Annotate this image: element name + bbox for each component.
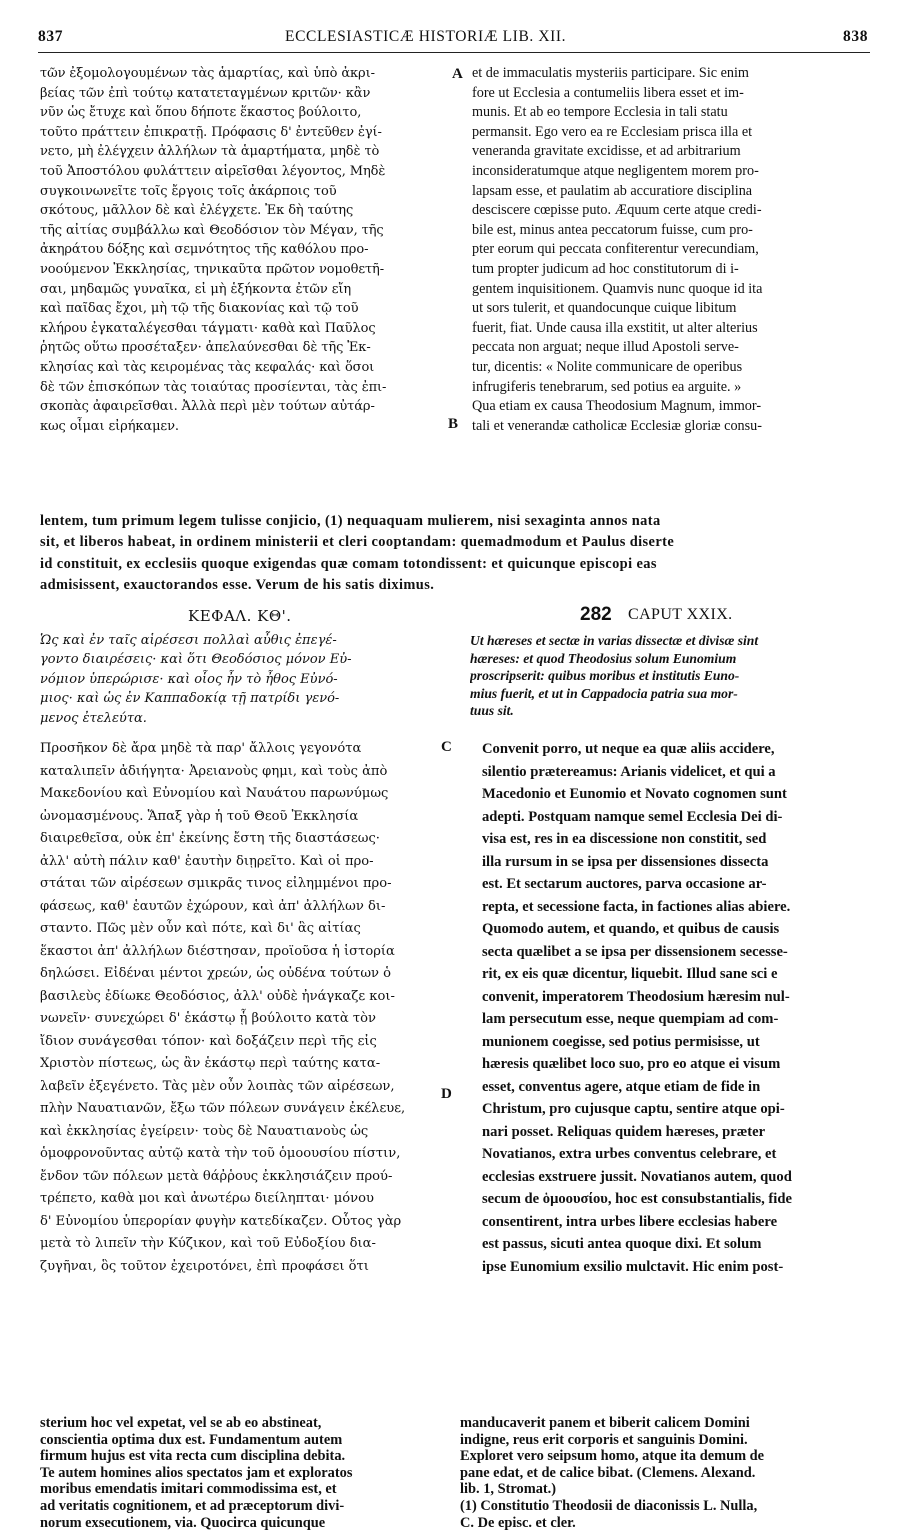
margin-marker-a: A <box>452 66 463 82</box>
margin-marker-d: D <box>441 1086 452 1102</box>
greek-text-line: τοῦ Ἀποστόλου φυλάττειν αἱρεῖσθαι λέγοντος, Μηδὲ <box>40 163 386 179</box>
greek-text-line: σκότους, μᾶλλον δὲ καὶ ἐλέγχετε. Ἐκ δὴ ταύτης <box>40 203 354 219</box>
summary-line: hæreses: et quod Theodosius solum Eunomium <box>470 650 737 666</box>
footnote-line: ad veritatis cognitionem, et ad præceptorum divi- <box>40 1497 345 1514</box>
latin-text-line: veneranda gravitate excidisse, et ad arbitrarium <box>472 143 741 160</box>
latin-text-line: Novatianos, extra urbes conventus celebrare, et <box>482 1146 777 1162</box>
latin-text-line: permansit. Ego vero ea re Ecclesiam prisca illa et <box>472 123 753 140</box>
margin-marker-c: C <box>441 739 452 755</box>
latin-text-line: convenit, imperatorem Theodosium hæresim nul- <box>482 988 790 1005</box>
latin-text-line: admisissent, exauctorandos esse. Verum de his satis diximus. <box>40 577 435 594</box>
greek-text-line: λαβεῖν ἐξεγένετο. Τὰς μὲν οὖν λοιπὰς τῶν αἱρέσεων, <box>40 1078 395 1094</box>
greek-text-line: ἀλλ' αὐτὴ πάλιν καθ' ἑαυτὴν διῃρεῖτο. Καὶ οἱ προ- <box>40 853 374 869</box>
footnote-line: C. De episc. et cler. <box>460 1514 576 1531</box>
latin-text-line: inconsideratumque atque negligentem morem pro- <box>472 162 759 179</box>
greek-text-line: καὶ παῖδας ἔχοι, μὴ τῷ τῆς διακονίας καὶ τῷ τοῦ <box>40 301 359 317</box>
greek-text-line: νῦν ὡς ἔτυχε καὶ ὅπου δήποτε ἕκαστος βούλοιτο, <box>40 105 362 121</box>
greek-text-line: νοούμενον Ἐκκλησίας, τηνικαῦτα πρῶτον νομοθετῆ- <box>40 261 385 277</box>
greek-text-line: Προσῆκον δὲ ἄρα μηδὲ τὰ παρ' ἄλλοις γεγονότα <box>40 741 362 756</box>
latin-text-line: Quomodo autem, et quando, et quibus de causis <box>482 921 780 937</box>
latin-text-line: lapsam esse, et paulatim ab accuratiore disciplina <box>472 182 753 199</box>
latin-text-line: desciscere cœpisse puto. Æquum certe atque credi- <box>472 202 762 219</box>
greek-text-line: στάται τῶν αἱρέσεων σμικρᾶς τινος εἰλημμένοι προ- <box>40 876 392 891</box>
header-rule <box>38 52 870 53</box>
greek-text-line: Μακεδονίου καὶ Εὐνομίου καὶ Ναυάτου παρωνύμως <box>40 786 389 801</box>
latin-text-line: ipse Eunomium exsilio mulctavit. Hic enim post- <box>482 1258 784 1275</box>
footnote-line: manducaverit panem et biberit calicem Domini <box>460 1415 750 1431</box>
latin-text-line: adepti. Postquam namque semel Ecclesia Dei di- <box>482 808 783 825</box>
latin-text-line: est. Et sectarum auctores, parva occasione ar- <box>482 876 767 892</box>
latin-text-line: repta, et secessione facta, in factiones alias abiere. <box>482 898 791 915</box>
greek-text-line: νωνεῖν· συνεχώρει δ' ἑκάστῳ ᾗ βούλοιτο κατὰ τὸν <box>40 1011 376 1026</box>
latin-text-line: secta quælibet a se ipsa per dissensionem secesse- <box>482 943 788 960</box>
summary-line: νόμιον ὑπερώρισε· καὶ οἷος ἦν τὸ ἦθος Εὐνό- <box>40 671 338 687</box>
latin-text-line: lam persecutum esse, neque quempiam ad com- <box>482 1011 779 1027</box>
greek-text-line: τῶν ἐξομολογουμένων τὰς ἁμαρτίας, καὶ ὑπὸ ἀκρι- <box>40 66 375 81</box>
summary-line: Ὡς καὶ ἐν ταῖς αἱρέσεσι πολλαὶ αὖθις ἐπεγέ- <box>40 633 337 648</box>
latin-text-line: Macedonio et Eunomio et Novato cognomen sunt <box>482 786 787 802</box>
greek-text-line: φάσεως, καθ' ἑαυτῶν ἐχώρουν, καὶ ἀπ' ἀλλήλων δι- <box>40 898 386 914</box>
footnote-line: moribus emendatis imitari commodissima est, et <box>40 1481 337 1498</box>
footnote-line: conscientia optima dux est. Fundamentum autem <box>40 1431 343 1448</box>
latin-text-line: et de immaculatis mysteriis participare. Sic enim <box>472 65 749 81</box>
chapter-summary-greek <box>40 631 460 728</box>
page-number-right: 838 <box>843 28 869 45</box>
footnotes-right <box>460 1415 870 1531</box>
greek-text-line: βασιλεὺς ἐδίωκε Θεοδόσιος, ἀλλ' οὐδὲ ἠνάγκαζε κοι- <box>40 988 395 1004</box>
body-greek-column <box>40 738 460 1278</box>
margin-marker-b: B <box>448 416 459 432</box>
summary-line: proscripserit: quibus moribus et institutis Euno- <box>470 668 740 684</box>
footnote-line: (1) Constitutio Theodosii de diaconissis L. Nulla, <box>460 1497 758 1514</box>
latin-text-line: rit, ex eis quæ dicentur, liquebit. Illud sane sci e <box>482 966 778 982</box>
greek-text-line: συγκοινωνεῖτε τοῖς ἔργοις τοῖς ἀκάρποις τοῦ <box>40 183 337 199</box>
latin-text-line: tali et venerandæ catholicæ Ecclesiæ gloriæ consu- <box>472 417 762 434</box>
greek-text-line: κλήρου ἐγκαταλέγεσθαι τάγματι· καθὰ καὶ Παῦλος <box>40 320 376 336</box>
latin-text-line: Christum, pro cujusque captu, sentire atque opi- <box>482 1101 785 1117</box>
greek-text-line: καὶ ἐκκλησίας ἐγείρειν· τοὺς δὲ Ναυατιανοὺς ὡς <box>40 1123 369 1139</box>
latin-text-line: munis. Et ab eo tempore Ecclesia in tali statu <box>472 104 728 121</box>
latin-text-line: nari posset. Reliquas quidem hæreses, præter <box>482 1123 766 1140</box>
greek-text-line: σκοπὰς ἀφαιρεῖσθαι. Ἀλλὰ περὶ μὲν τούτων αὐτάρ- <box>40 399 375 415</box>
footnote-line: norum exsecutionem, via. Quocirca quicunque <box>40 1514 326 1531</box>
greek-text-line: ὁμοφρονοῦντας αὐτῷ κατὰ τὴν τοῦ ὁμοουσίου πίστιν, <box>40 1146 401 1161</box>
greek-text-line: ὠνομασμένους. Ἅπαξ γὰρ ἡ τοῦ Θεοῦ Ἐκκλησία <box>40 808 359 824</box>
latin-text-line: peccata non arguat; neque illud Apostoli serve- <box>472 339 739 356</box>
greek-text-line: σαι, μηδαμῶς γυναῖκα, εἰ μὴ ἑξήκοντα ἐτῶν εἴη <box>40 281 352 297</box>
latin-text-line: tum propter judicum ad hoc constitutorum di i- <box>472 260 739 277</box>
greek-text-line: ἴδιον συνάγεσθαι τόπον· καὶ δοξάζειν περὶ τῆς εἰς <box>40 1033 377 1049</box>
footnote-line: lib. 1, Stromat.) <box>460 1481 557 1498</box>
latin-text-line: bile est, minus antea peccatorum fuisse, cum pro- <box>472 221 753 238</box>
greek-text-line: ῥητῶς οὕτω προσέταξεν· ἀπελαύνεσθαι δὲ τῆς Ἐκ- <box>40 340 371 356</box>
greek-text-line: Χριστὸν πίστεως, ὡς ἂν ἑκάστῳ περὶ ταύτης κατα- <box>40 1056 381 1071</box>
summary-line: Ut hæreses et sectæ in varias dissectæ et divisæ sint <box>470 633 759 648</box>
greek-text-line: κως οἶμαι εἰρήκαμεν. <box>40 418 179 434</box>
latin-text-line: fuerit, fiat. Unde causa illa exstitit, ut alter alterius <box>472 319 758 336</box>
greek-text-line: σταντο. Πῶς μὲν οὖν καὶ πότε, καὶ δι' ἃς αἰτίας <box>40 921 361 936</box>
summary-line: tuus sit. <box>470 703 514 719</box>
greek-text-line: δ' Εὐνομίου ὑπερορίαν φυγὴν κατεδίκαζεν. Οὗτος γὰρ <box>40 1213 402 1229</box>
summary-line: μενος ἐτελεύτα. <box>40 710 147 726</box>
greek-text-line: τοῦτο πράττειν ἐπικρατῇ. Πρόφασις δ' ἐντεῦθεν ἐγί- <box>40 124 382 140</box>
running-title: ECCLESIASTICÆ HISTORIÆ LIB. XII. <box>285 28 567 45</box>
latin-text-line: fore ut Ecclesia a contumeliis libera esset et im- <box>472 84 744 101</box>
latin-text-line: sit, et liberos habeat, in ordinem ministerii et cleri cooptandam: quemadmodum et Paulus diserte <box>40 534 675 551</box>
greek-text-line: διαιρεθεῖσα, οὐκ ἐπ' ἐκείνης ἔστη τῆς διαστάσεως· <box>40 831 380 846</box>
latin-text-line: secum de ὁμοουσίου, hoc est consubstantialis, fide <box>482 1191 792 1207</box>
chapter-heading-greek: ΚΕΦΑΛ. ΚΘ'. <box>188 607 292 625</box>
greek-text-line: ζυγῆναι, ὃς τοῦτον ἐχειροτόνει, ἐπὶ προφάσει ὅτι <box>40 1258 369 1274</box>
latin-text-line: est passus, sicuti antea quoque dixi. Et solum <box>482 1236 762 1252</box>
latin-text-line: Convenit porro, ut neque ea quæ aliis accidere, <box>482 741 775 757</box>
latin-text-line: ecclesias exstruere jussit. Novatianos autem, quod <box>482 1168 792 1185</box>
greek-text-line: δηλώσει. Εἰδέναι μέντοι χρεών, ὡς οὐδένα τούτων ὁ <box>40 966 392 981</box>
greek-text-line: νετο, μὴ ἐλέγχειν ἀλλήλων τὰ ἁμαρτήματα, μηδὲ τὸ <box>40 144 380 160</box>
greek-text-line: κλησίας καὶ τὰς κειρομένας τὰς κεφαλάς· καὶ ὅσοι <box>40 359 375 375</box>
footnote-line: sterium hoc vel expetat, vel se ab eo abstineat, <box>40 1415 322 1431</box>
body-latin-column <box>482 738 872 1278</box>
latin-text-line: id constituit, ex ecclesiis quoque exigendas quæ comam totondissent: et quicunque episcopi eas <box>40 555 657 572</box>
latin-text-line: esset, conventus agere, atque etiam de fide in <box>482 1078 761 1095</box>
summary-line: γοντο διαιρέσεις· καὶ ὅτι Θεοδόσιος μόνον Εὐ- <box>40 652 352 668</box>
latin-text-line: munionem coegisse, sed potius permisisse, ut <box>482 1033 760 1050</box>
page-number-left: 837 <box>38 28 64 45</box>
full-width-latin <box>40 511 870 597</box>
greek-text-line: τρέπετο, καθὰ μοι καὶ ἀνωτέρω διείληπται· μόνου <box>40 1191 374 1206</box>
latin-text-line: visa est, res in ea discessione non constitit, sed <box>482 831 767 847</box>
top-greek-column <box>40 64 455 436</box>
chapter-summary-latin <box>470 632 870 720</box>
latin-text-line: lentem, tum primum legem tulisse conjicio, (1) nequaquam mulierem, nisi sexaginta annos nata <box>40 513 661 529</box>
footnote-line: pane edat, et de calice bibat. (Clemens. Alexand. <box>460 1464 756 1481</box>
column-number: 282 <box>580 604 612 625</box>
footnote-line: firmum hujus est vita recta cum disciplina debita. <box>40 1448 346 1465</box>
top-latin-column <box>472 64 872 436</box>
latin-text-line: tur, dicentis: « Nolite communicare de operibus <box>472 358 743 375</box>
latin-text-line: illa rursum in se ipsa per dissensiones dissecta <box>482 853 769 870</box>
greek-text-line: δὲ τῶν ἐπισκόπων τὰς τοιαύτας προσίενται, τὰς ἐπι- <box>40 379 387 395</box>
latin-text-line: infrugiferis tenebrarum, sed potius ea arguite. » <box>472 378 742 395</box>
greek-text-line: ἔνδον τῶν πόλεων μετὰ θάῤῥους ἐκκλησιάζειν πρού- <box>40 1168 393 1184</box>
footnote-line: Exploret vero seipsum homo, atque ita demum de <box>460 1448 765 1465</box>
greek-text-line: βείας τῶν ἐπὶ τούτῳ κατατεταγμένων κριτῶν· κἂν <box>40 85 371 101</box>
latin-text-line: consentirent, intra urbes libere ecclesias habere <box>482 1213 778 1230</box>
latin-text-line: hæresis quælibet loco suo, pro eo atque ei visum <box>482 1056 781 1072</box>
footnotes-left <box>40 1415 440 1531</box>
latin-text-line: gentem inquisitionem. Quamvis nunc quoque id ita <box>472 280 763 297</box>
greek-text-line: μετὰ τὸ λιπεῖν τὴν Κύζικον, καὶ τοῦ Εὐδοξίου δια- <box>40 1236 376 1251</box>
greek-text-line: τῆς αἰτίας συμβάλλω καὶ Θεοδόσιον τὸν Μέγαν, τῆς <box>40 222 384 238</box>
summary-line: mius fuerit, et ut in Cappadocia patria sua mor- <box>470 685 738 701</box>
chapter-heading-latin: CAPUT XXIX. <box>628 606 733 623</box>
footnote-line: Te autem homines alios spectatos jam et exploratos <box>40 1464 353 1481</box>
latin-text-line: ut sors tulerit, et quandocunque cuique libitum <box>472 300 737 317</box>
greek-text-line: καταλιπεῖν ἀδιήγητα· Ἀρειανοὺς φημι, καὶ τοὺς ἀπὸ <box>40 763 388 779</box>
footnote-line: indigne, reus erit corporis et sanguinis Domini. <box>460 1431 748 1448</box>
latin-text-line: pter eorum qui peccata confiterentur verecundiam, <box>472 241 759 258</box>
greek-text-line: πλὴν Ναυατιανῶν, ἔξω τῶν πόλεων συνάγειν ἐκέλευε, <box>40 1101 406 1116</box>
summary-line: μιος· καὶ ὡς ἐν Καππαδοκίᾳ τῇ πατρίδι γενό- <box>40 691 340 707</box>
latin-text-line: Qua etiam ex causa Theodosium Magnum, immor- <box>472 398 762 415</box>
greek-text-line: ἕκαστοι ἀπ' ἀλλήλων διέστησαν, προϊοῦσα ἡ ἱστορία <box>40 943 395 959</box>
greek-text-line: ἀκηράτου δόξης καὶ σεμνότητος τῆς καθόλου προ- <box>40 242 369 258</box>
latin-text-line: silentio prætereamus: Arianis videlicet, et qui a <box>482 763 776 780</box>
